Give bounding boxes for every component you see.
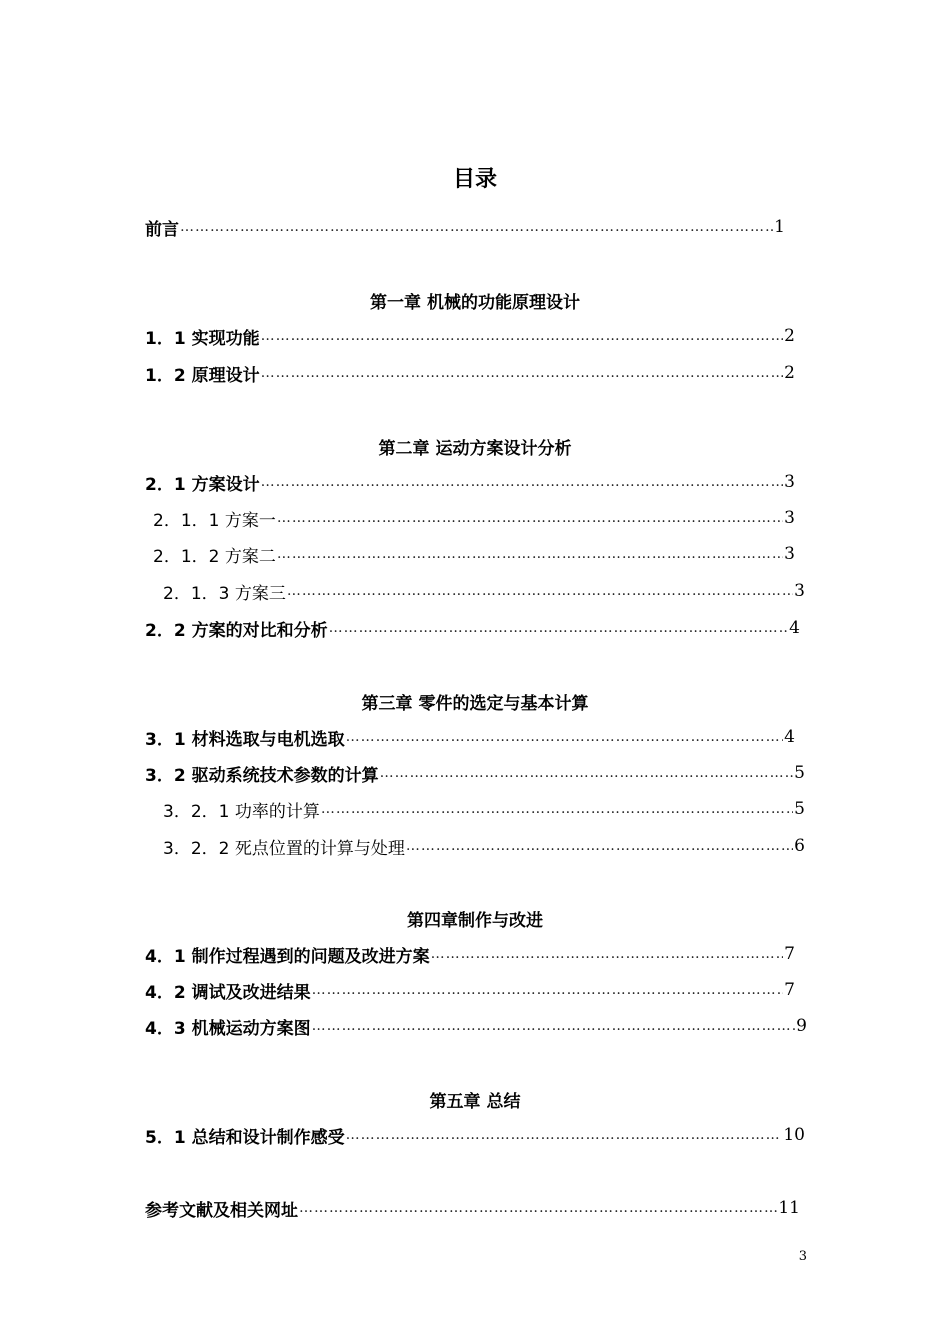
- toc-entry-page: 11: [778, 1198, 800, 1218]
- toc-entry-label: 4．2 调试及改进结果: [145, 982, 311, 1003]
- leader-dots: [321, 796, 793, 822]
- leader-dots: [431, 941, 784, 967]
- toc-entry[interactable]: [145, 724, 795, 750]
- chapter-heading-2: 第二章 运动方案设计分析: [378, 439, 572, 459]
- toc-entry-references[interactable]: [145, 1195, 800, 1221]
- leader-dots: [277, 541, 783, 567]
- toc-entry-label: 2．1．3 方案三: [163, 583, 286, 604]
- toc-entry[interactable]: [145, 941, 795, 967]
- toc-entry-page: 1: [774, 217, 785, 237]
- chapter-heading-1: 第一章 机械的功能原理设计: [370, 293, 580, 313]
- toc-entry-page: 7: [784, 944, 795, 964]
- leader-dots: [299, 1195, 777, 1221]
- leader-dots: [312, 977, 784, 1003]
- toc-entry-label: 2．1．2 方案二: [153, 546, 276, 567]
- toc-entry[interactable]: [163, 796, 805, 822]
- chapter-heading-5: 第五章 总结: [429, 1092, 521, 1112]
- leader-dots: [312, 1013, 796, 1039]
- toc-entry[interactable]: [145, 760, 805, 786]
- toc-entry[interactable]: [145, 360, 795, 386]
- toc-entry-page: 10: [783, 1125, 805, 1145]
- leader-dots: [287, 578, 793, 604]
- leader-dots: [406, 833, 793, 859]
- leader-dots: [346, 724, 784, 750]
- toc-entry-label: 1．2 原理设计: [145, 365, 260, 386]
- toc-entry-label: 1．1 实现功能: [145, 328, 260, 349]
- toc-entry-page: 7: [784, 980, 795, 1000]
- toc-entry-page: 4: [789, 618, 800, 638]
- toc-entry-page: 5: [794, 799, 805, 819]
- leader-dots: [261, 469, 784, 495]
- toc-entry-foreword[interactable]: [145, 214, 785, 240]
- toc-entry[interactable]: [145, 977, 795, 1003]
- toc-entry-label: 3．2．1 功率的计算: [163, 801, 320, 822]
- toc-entry-page: 2: [784, 326, 795, 346]
- toc-entry-page: 3: [784, 508, 795, 528]
- toc-entry-label: 4．1 制作过程遇到的问题及改进方案: [145, 946, 430, 967]
- toc-entry-page: 5: [794, 763, 805, 783]
- leader-dots: [261, 323, 784, 349]
- toc-entry-page: 9: [796, 1016, 807, 1036]
- toc-entry-label: 3．2 驱动系统技术参数的计算: [145, 765, 379, 786]
- toc-title: 目录: [452, 167, 497, 192]
- toc-entry[interactable]: [163, 833, 805, 859]
- chapter-heading-4: 第四章制作与改进: [407, 911, 543, 931]
- page-number: 3: [798, 1249, 807, 1264]
- toc-entry-label: 前言: [145, 219, 179, 240]
- toc-entry-label: 2．1．1 方案一: [153, 510, 276, 531]
- leader-dots: [380, 760, 794, 786]
- toc-entry-page: 6: [794, 836, 805, 856]
- toc-entry-page: 3: [784, 544, 795, 564]
- leader-dots: [261, 360, 784, 386]
- chapter-heading-3: 第三章 零件的选定与基本计算: [361, 694, 589, 714]
- toc-entry-label: 参考文献及相关网址: [145, 1200, 298, 1221]
- leader-dots: [180, 214, 773, 240]
- toc-entry-label: 3．1 材料选取与电机选取: [145, 729, 345, 750]
- toc-entry-label: 4．3 机械运动方案图: [145, 1018, 311, 1039]
- toc-entry[interactable]: [145, 323, 795, 349]
- toc-entry-page: 4: [784, 727, 795, 747]
- toc-entry[interactable]: [145, 615, 800, 641]
- leader-dots: [346, 1122, 783, 1148]
- toc-entry-page: 2: [784, 363, 795, 383]
- toc-entry[interactable]: [145, 1122, 805, 1148]
- toc-entry[interactable]: [153, 505, 795, 531]
- leader-dots: [329, 615, 789, 641]
- toc-entry[interactable]: [145, 469, 795, 495]
- toc-entry[interactable]: [153, 541, 795, 567]
- leader-dots: [277, 505, 783, 531]
- toc-entry-page: 3: [794, 581, 805, 601]
- toc-entry-label: 3．2．2 死点位置的计算与处理: [163, 838, 405, 859]
- toc-entry-label: 5．1 总结和设计制作感受: [145, 1127, 345, 1148]
- toc-entry-label: 2．2 方案的对比和分析: [145, 620, 328, 641]
- toc-entry[interactable]: [145, 1013, 807, 1039]
- toc-entry[interactable]: [163, 578, 805, 604]
- toc-entry-label: 2．1 方案设计: [145, 474, 260, 495]
- toc-entry-page: 3: [784, 472, 795, 492]
